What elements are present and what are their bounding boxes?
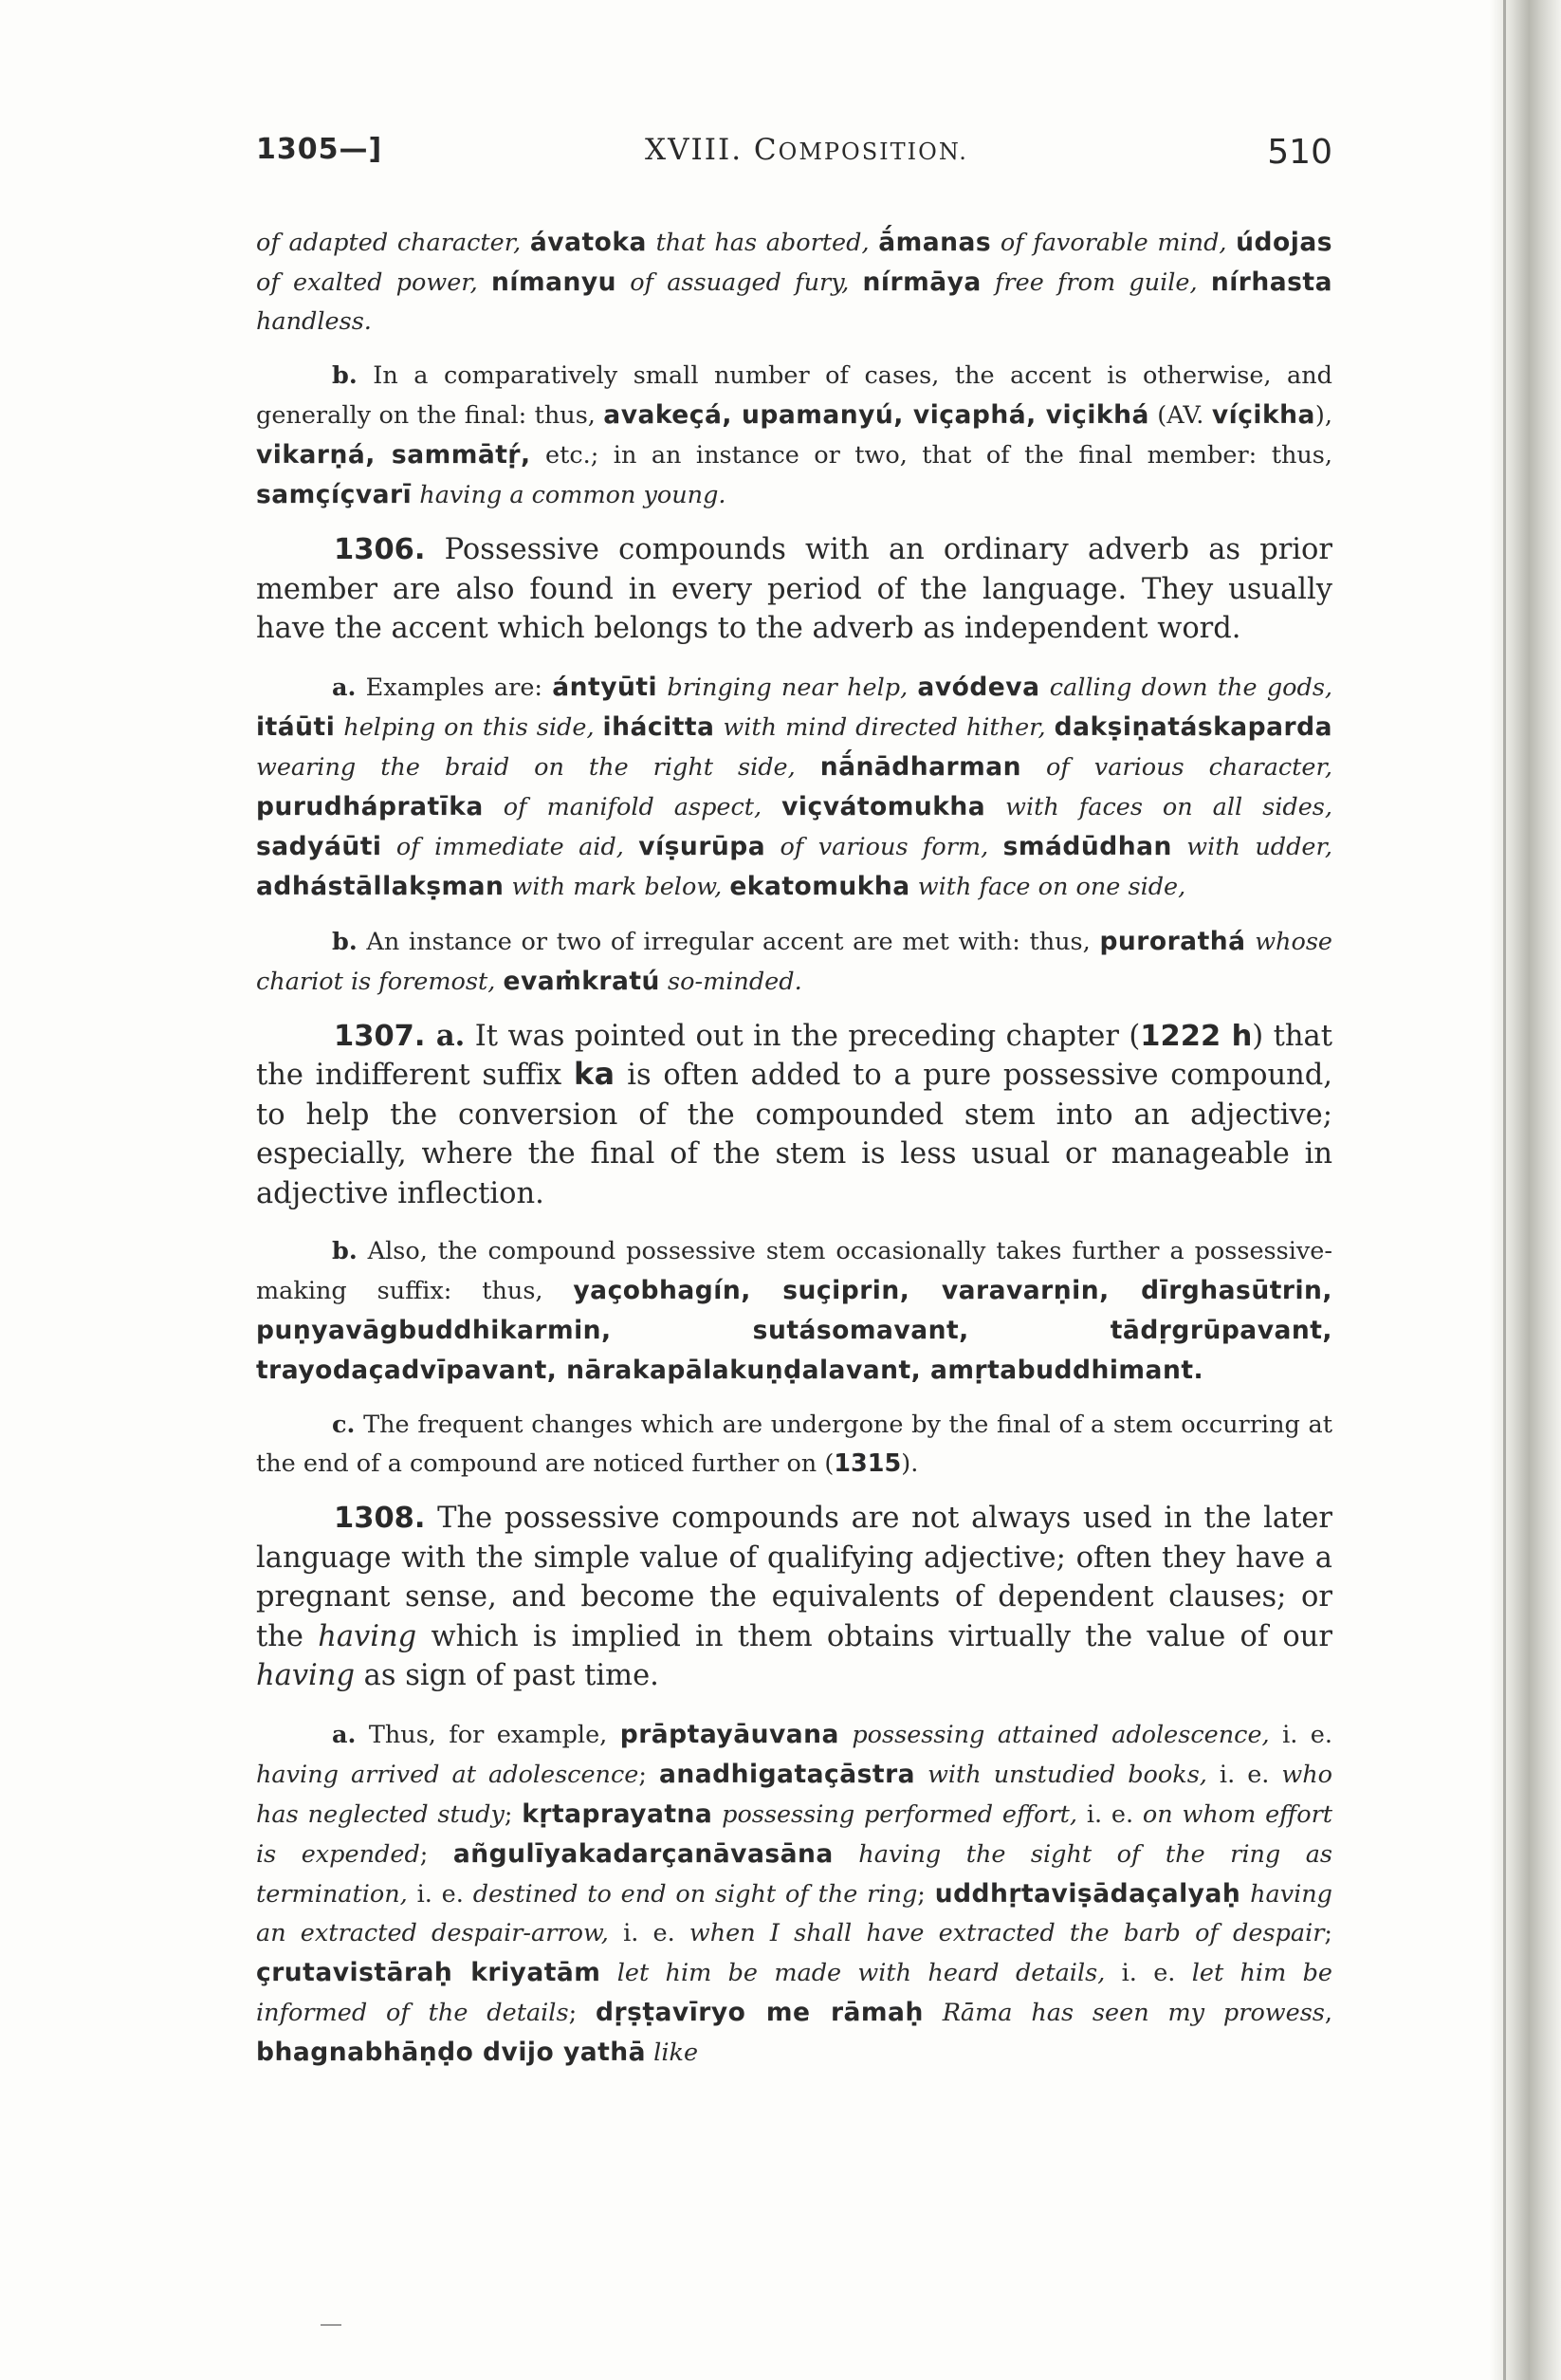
paragraph-1307-a (256, 1017, 1332, 1214)
text-run: 1306. (334, 533, 426, 566)
paragraph-1307-b (256, 1232, 1332, 1391)
text-run: a. (425, 1018, 466, 1053)
text-run: let him be informed of the details (256, 1958, 1332, 2027)
text-run: having (256, 1659, 355, 1692)
text-run: 1222 h (1140, 1019, 1253, 1053)
text-run: nā́nādharman (819, 751, 1022, 782)
text-run: adhástāllakṣman (256, 871, 505, 901)
text-run: víçikha (1211, 400, 1315, 430)
text-run: ā́manas (878, 228, 992, 257)
text-run: of immediate aid, (381, 832, 639, 861)
text-run: of various form, (765, 832, 1003, 861)
text-run: on whom effort is expended (256, 1799, 1333, 1869)
text-run: i. e. (1282, 1720, 1332, 1749)
text-run: of adapted character, (256, 229, 530, 257)
paragraph-1306 (256, 530, 1332, 649)
text-run: vikarṇá, sammātṛ́, (256, 440, 531, 470)
text-run: ; (1324, 1918, 1333, 1947)
text-run: having arrived at adolescence (256, 1760, 639, 1789)
text-run: with faces on all sides, (985, 792, 1332, 821)
text-run: having (318, 1619, 417, 1653)
text-run: as sign of past time. (354, 1659, 659, 1692)
text-run: Thus, for example, (356, 1720, 620, 1749)
text-run: Rāma has seen my prowess (923, 1998, 1325, 2027)
text-run: kṛtaprayatna (522, 1799, 713, 1829)
text-run: etc.; in an instance or two, that of the final member: thus, (530, 441, 1332, 470)
text-run: It was pointed out in the preceding chapter ( (465, 1019, 1141, 1053)
text-run: ka (573, 1058, 615, 1092)
text-run: that has aborted, (646, 229, 879, 257)
text-run: a. (332, 1720, 357, 1749)
text-run: ). (901, 1449, 919, 1478)
text-run: ) that the indifferent suffix (256, 1019, 1332, 1092)
text-run: purorathá (1099, 926, 1246, 956)
text-run: 1308. (334, 1502, 426, 1535)
text-run: itáūti (256, 711, 336, 742)
text-run: ; (917, 1879, 935, 1909)
paragraph-1308-a (256, 1715, 1332, 2073)
text-run: a. (332, 673, 357, 702)
text-run: i. e. (1121, 1958, 1192, 1987)
text-run: of favorable mind, (991, 229, 1237, 257)
text-run: of manifold aspect, (483, 792, 782, 821)
text-run: possessing performed effort, (712, 1799, 1087, 1829)
text-run: so-minded. (659, 967, 802, 996)
page-body (256, 223, 1332, 2088)
text-run: nímanyu (490, 268, 617, 297)
text-run: (AV. (1148, 401, 1212, 430)
text-run: bhagnabhāṇḍo dvijo yathā (256, 2037, 647, 2067)
text-run: b. (332, 361, 358, 390)
text-run: 1307. (334, 1019, 426, 1053)
text-run: possessing attained adolescence, (838, 1720, 1283, 1749)
text-run: ; (504, 1799, 523, 1829)
text-run: sadyáūti (256, 831, 382, 861)
text-run: An instance or two of irregular accent are met with: thus, (357, 927, 1100, 956)
text-run: avakeçá, upamanyú, viçaphá, viçikhá (603, 400, 1149, 430)
text-run: 1315 (834, 1449, 902, 1478)
page-number: 510 (1267, 133, 1332, 172)
section-reference: 1305—] (256, 133, 383, 166)
text-run: ; (568, 1998, 597, 2027)
text-run: víṣurūpa (638, 831, 766, 861)
text-run: purudhápratīka (256, 791, 484, 821)
text-run: let him be made with heard details, (600, 1958, 1122, 1987)
text-run: ihácitta (602, 711, 715, 742)
chapter-title: XVIII. COMPOSITION. (645, 133, 968, 167)
text-run: of exalted power, (256, 268, 491, 297)
text-run: añgulīyakadarçanāvasāna (452, 1838, 834, 1869)
text-run: ekatomukha (729, 871, 910, 901)
text-run: anadhigataçāstra (658, 1759, 916, 1789)
text-run: free from guile, (981, 268, 1211, 297)
text-run: which is implied in them obtains virtually the value of our (416, 1619, 1332, 1653)
text-run: of assuaged fury, (616, 268, 863, 297)
text-run: ; (419, 1839, 453, 1869)
text-run: of various character, (1021, 752, 1333, 782)
page-mark (321, 2324, 341, 2326)
text-run: uddhṛtaviṣādaçalyaḥ (934, 1878, 1241, 1909)
text-run: i. e. (1219, 1760, 1282, 1789)
paragraph-1307-c (256, 1406, 1332, 1484)
text-run: ántyūti (552, 672, 658, 702)
text-run: Examples are: (356, 673, 553, 702)
paragraph-1306-a (256, 668, 1332, 907)
scan-binding-edge (1490, 0, 1561, 2380)
text-run: having a common young. (412, 481, 726, 509)
text-run: The possessive compounds are not always used in the later language with the simple value of qualifying adjective; often they have a pregnant sense, and become the equivalents of dependent clauses; or the (256, 1502, 1332, 1653)
text-run: c. (332, 1411, 356, 1439)
text-run: bringing near help, (657, 673, 918, 702)
text-run: wearing the braid on the right side, (256, 752, 820, 782)
text-run: viçvátomukha (781, 791, 986, 821)
text-run: when I shall have extracted the barb of despair (689, 1918, 1325, 1947)
text-run: handless. (256, 307, 372, 336)
text-run: b. (332, 927, 358, 956)
text-run: ávatoka (529, 228, 647, 257)
text-run: i. e. (1086, 1799, 1143, 1829)
text-run: is often added to a pure possessive compound, to help the conversion of the compounded stem into an adjective; especially, where the final of the stem is less usual or manageable in adjective inflection. (256, 1059, 1332, 1210)
running-header (256, 133, 1332, 190)
text-run: Also, the compound possessive stem occasionally takes further a possessive-making suffix: thus, (256, 1237, 1332, 1305)
text-run: dakṣiṇatáskaparda (1054, 711, 1332, 742)
text-run: i. e. (416, 1879, 473, 1909)
text-run: ; (638, 1760, 659, 1789)
text-run: helping on this side, (335, 712, 603, 742)
text-run: like (646, 2038, 699, 2067)
text-run: smádūdhan (1002, 831, 1172, 861)
text-run: i. e. (623, 1918, 689, 1947)
text-run: with mark below, (504, 872, 730, 901)
text-run: with udder, (1171, 832, 1332, 861)
text-run: who has neglected study (256, 1760, 1333, 1829)
text-run: ), (1314, 401, 1332, 430)
text-run: çrutavistāraḥ kriyatām (256, 1957, 601, 1987)
text-run: prāptayāuvana (619, 1719, 839, 1749)
paragraph-1305-continuation (256, 223, 1332, 341)
text-run: with unstudied books, (915, 1760, 1220, 1789)
text-run: samçíçvarī (256, 480, 413, 509)
text-run: b. (332, 1237, 358, 1265)
paragraph-1305-b (256, 357, 1332, 515)
text-run: whose chariot is foremost, (256, 927, 1332, 996)
text-run: evaṁkratú (503, 966, 660, 996)
text-run: nírmāya (862, 268, 982, 297)
text-run: having an extracted despair-arrow, (256, 1879, 1333, 1947)
text-run: , (1324, 1998, 1332, 2027)
paragraph-1308 (256, 1499, 1332, 1696)
text-run: with face on one side, (909, 872, 1186, 901)
scan-binding-shadow (1503, 0, 1506, 2380)
text-run: dṛṣṭavīryo me rāmaḥ (596, 1997, 924, 2027)
text-run: Possessive compounds with an ordinary adverb as prior member are also found in every period of the language. They usually have the accent which belongs to the adverb as independent word. (256, 533, 1332, 645)
text-run: nírhasta (1210, 268, 1332, 297)
text-run: having the sight of the ring as termination, (256, 1839, 1332, 1909)
text-run: The frequent changes which are undergone by the final of a stem occurring at the end of a compound are noticed further on ( (256, 1411, 1332, 1478)
paragraph-1306-b (256, 922, 1332, 1002)
text-run: calling down the gods, (1039, 673, 1333, 702)
text-run: údojas (1236, 228, 1333, 257)
text-run: destined to end on sight of the ring (472, 1879, 918, 1909)
text-run: In a comparatively small number of cases, the accent is otherwise, and generally on the final: thus, (256, 361, 1332, 430)
text-run: yaçobhagín, suçiprin, varavarṇin, dīrghasūtrin, puṇyavāgbuddhikarmin, sutásomavant, tādṛgrūpavant, trayodaçadvīpavant, nārakapālakuṇḍalavant, amṛtabuddhimant. (256, 1276, 1332, 1385)
text-run: avódeva (917, 672, 1040, 702)
text-run: with mind directed hither, (714, 712, 1055, 742)
